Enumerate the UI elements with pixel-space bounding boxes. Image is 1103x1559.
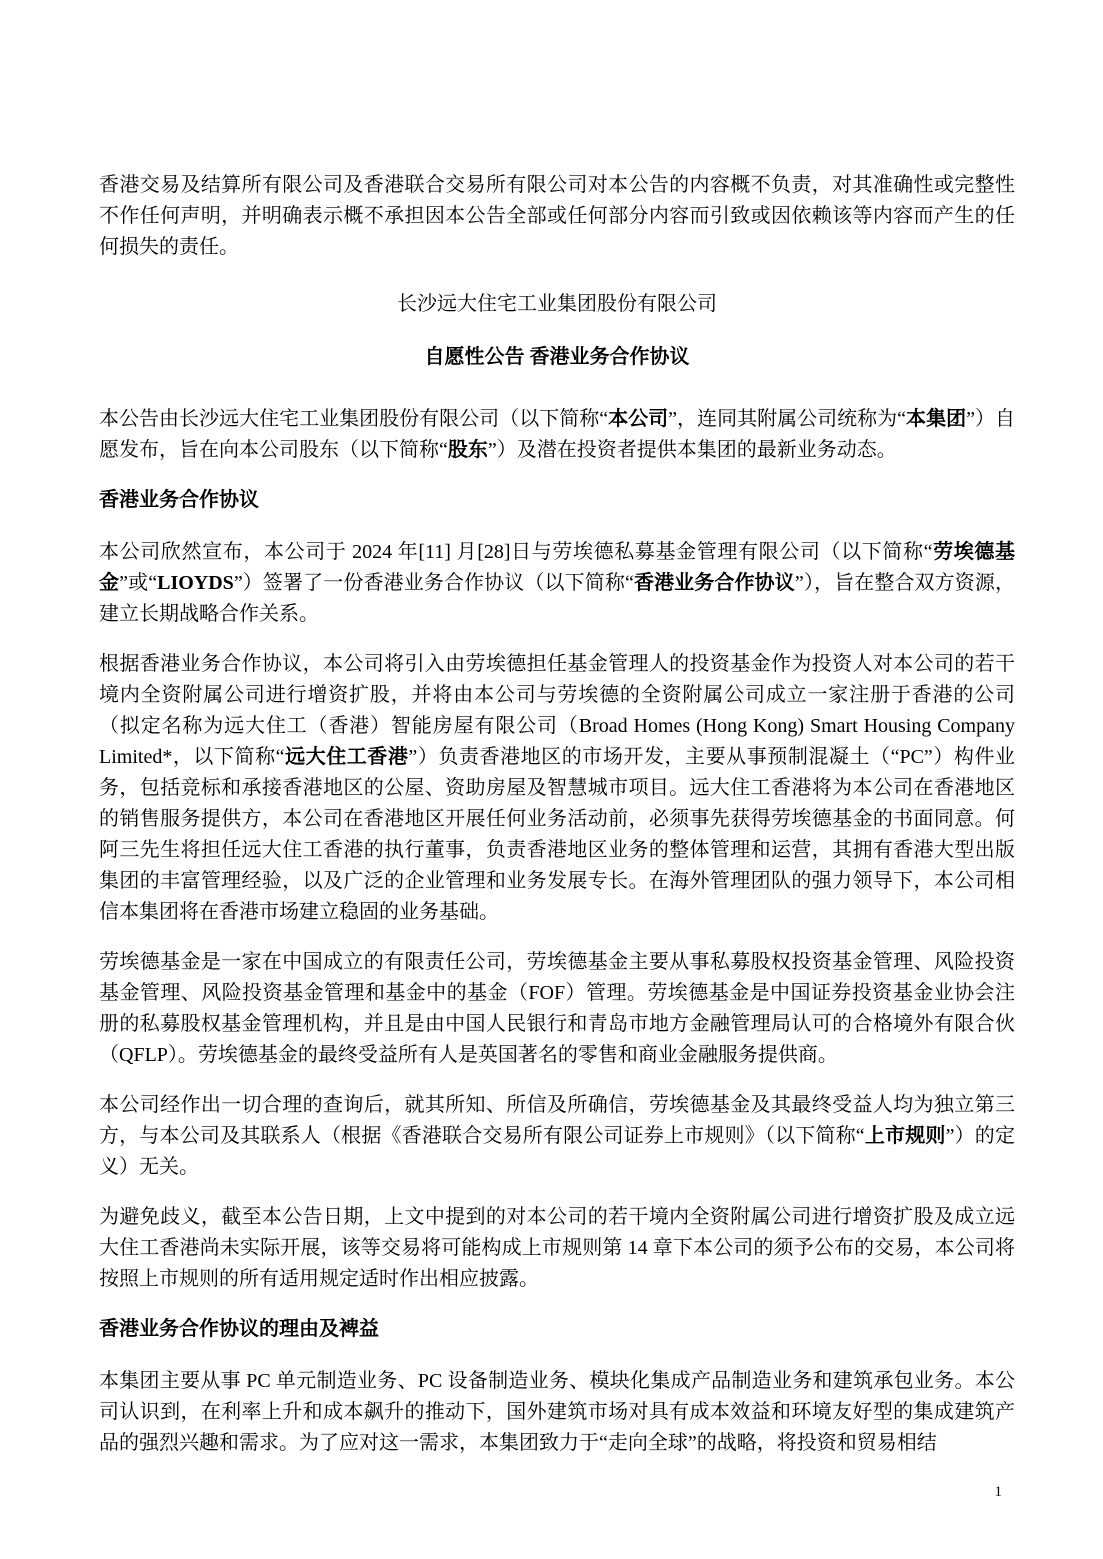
text-run: 本公告由长沙远大住宅工业集团股份有限公司（以下简称“	[99, 408, 609, 430]
defined-term: LIOYDS	[157, 572, 234, 594]
document-content	[99, 170, 1015, 1478]
defined-term: 劳埃德基金	[99, 541, 1015, 594]
agreement-details-paragraph	[99, 649, 1015, 928]
announcement-title: 自愿性公告 香港业务合作协议	[424, 346, 690, 368]
text-run: 本公司欣然宣布，本公司于 2024 年[11] 月[28]日与劳埃德私募基金管理有限公司（以下简称“	[99, 541, 933, 563]
text-run: 香港交易及结算所有限公司及香港联合交易所有限公司对本公告的内容概不负责，对其准确性或完整性不作任何声明，并明确表示概不承担因本公告全部或任何部分内容而引致或因依赖该等内容而产生的任何损失的责任。	[99, 174, 1015, 258]
text-run: ”）及潜在投资者提供本集团的最新业务动态。	[487, 439, 897, 461]
lloyds-background-paragraph	[99, 947, 1015, 1071]
defined-term: 远大住工香港	[284, 746, 409, 768]
independence-paragraph	[99, 1090, 1015, 1183]
text-run: 本公司经作出一切合理的查询后，就其所知、所信及所确信，劳埃德基金及其最终受益人均为独立第三方，与本公司及其联系人（根据《香港联合交易所有限公司证券上市规则》（以下简称“	[99, 1094, 1015, 1147]
text-run: ”）签署了一份香港业务合作协议（以下简称“	[233, 572, 634, 594]
text-run: ”），旨在整合双方资源，建立长期战略合作关系。	[99, 572, 1015, 625]
disclaimer-paragraph	[99, 170, 1015, 263]
intro-paragraph	[99, 404, 1015, 466]
text-run: ”）的定义）无关。	[99, 1125, 1015, 1178]
text-run: ”）自愿发布，旨在向本公司股东（以下简称“	[99, 408, 1015, 461]
section-heading-hk-agreement: 香港业务合作协议	[99, 489, 259, 511]
group-business-paragraph	[99, 1366, 1015, 1459]
text-run: 本集团主要从事 PC 单元制造业务、PC 设备制造业务、模块化集成产品制造业务和建筑承包业务。本公司认识到，在利率上升和成本飙升的推动下，国外建筑市场对具有成本效益和环境友好型的集成建筑产品的强烈兴趣和需求。为了应对这一需求，本集团致力于“走向全球”的战略，将投资和贸易相结	[99, 1370, 1015, 1454]
text-run: 为避免歧义，截至本公告日期，上文中提到的对本公司的若干境内全资附属公司进行增资扩股及成立远大住工香港尚未实际开展，该等交易将可能构成上市规则第 14 章下本公司的须予公布的交易，本公司将按照上市规则的所有适用规定适时作出相应披露。	[99, 1206, 1015, 1290]
company-name: 长沙远大住宅工业集团股份有限公司	[397, 293, 717, 315]
page-number: 1	[994, 1484, 1002, 1500]
text-run: 根据香港业务合作协议，本公司将引入由劳埃德担任基金管理人的投资基金作为投资人对本公司的若干境内全资附属公司进行增资扩股，并将由本公司与劳埃德的全资附属公司成立一家注册于香港的公司（拟定名称为远大住工（香港）智能房屋有限公司（Broad Homes (Hong Kong) Smart Housing Company Limited*，以下简称“	[99, 653, 1015, 768]
defined-term: 上市规则	[864, 1125, 946, 1147]
defined-term: 香港业务合作协议	[633, 572, 795, 594]
defined-term: 本集团	[906, 408, 967, 430]
signing-paragraph	[99, 537, 1015, 630]
text-run: ”或“	[119, 572, 158, 594]
defined-term: 股东	[447, 439, 488, 461]
text-run: 劳埃德基金是一家在中国成立的有限责任公司，劳埃德基金主要从事私募股权投资基金管理、风险投资基金管理、风险投资基金管理和基金中的基金（FOF）管理。劳埃德基金是中国证券投资基金业协会注册的私募股权基金管理机构，并且是由中国人民银行和青岛市地方金融管理局认可的合格境外有限合伙（QFLP）。劳埃德基金的最终受益所有人是英国著名的零售和商业金融服务提供商。	[99, 951, 1015, 1066]
text-run: ”）负责香港地区的市场开发，主要从事预制混凝土（“PC”）构件业务，包括竞标和承接香港地区的公屋、资助房屋及智慧城市项目。远大住工香港将为本公司在香港地区的销售服务提供方，本公司在香港地区开展任何业务活动前，必须事先获得劳埃德基金的书面同意。何阿三先生将担任远大住工香港的执行董事，负责香港地区业务的整体管理和运营，其拥有香港大型出版集团的丰富管理经验，以及广泛的企业管理和业务发展专长。在海外管理团队的强力领导下，本公司相信本集团将在香港市场建立稳固的业务基础。	[99, 746, 1016, 923]
disclosure-paragraph	[99, 1202, 1015, 1295]
defined-term: 本公司	[608, 408, 669, 430]
section-heading-reasons-benefits: 香港业务合作协议的理由及裨益	[99, 1318, 379, 1340]
text-run: ”，连同其附属公司统称为“	[668, 408, 907, 430]
